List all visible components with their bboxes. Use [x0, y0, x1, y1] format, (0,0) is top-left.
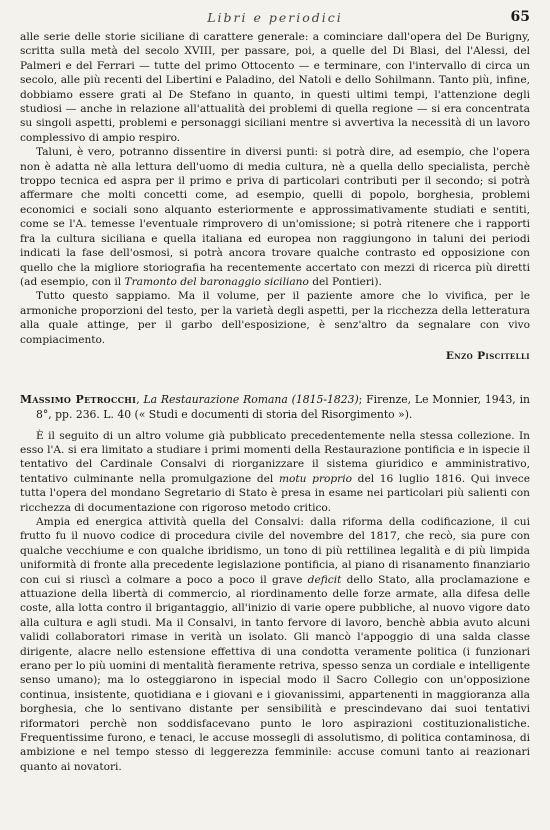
text-run: Ampia ed energica attività quella del Consalvi: dalla riforma della codificazione, il cui frutto fu il nuovo codice di procedura civile del novembre del 1817, che recò, sia pure con qualche vecchiume e con qualche ibridismo, un tono di più rettilinea legalità e di più limpida uniformità di fronte alla precedente legislazione pontificia, al piano di risanamento finanziario con cui si riuscì a colmare a poco a poco il grave — [20, 515, 530, 586]
book-author: Massimo Petrocchi — [20, 393, 137, 407]
reviewer-signature: Enzo Piscitelli — [445, 349, 530, 362]
paragraph — [20, 515, 530, 774]
paragraph — [20, 145, 530, 289]
italic-term: deficit — [307, 573, 342, 586]
review-piscitelli — [20, 30, 530, 363]
paragraph — [20, 429, 530, 515]
page-header — [20, 6, 530, 30]
publication-info: ; Firenze, Le Monnier, 1943, in 8°, pp. 236. L. 40 (« Studi e documenti di storia del Risorgimento »). — [36, 393, 530, 421]
paragraph: alle serie delle storie siciliane di carattere generale: a cominciare dall'opera del De Burigny, scritta sulla metà del secolo XVIII, per passare, poi, a quelle del Di Blasi, del l'Alessi, del Palmeri e del Ferrari — tutte del primo Ottocento — e terminare, con l'intervallo di circa un secolo, alle più recenti del Libertini e Paladino, del Natoli e dello Sohilmann. Tanto più, infine, dobbiamo essere grati al De Stefano in quanto, in questi ultimi tempi, l'attenzione degli studiosi — anche in relazione all'attualità dei problemi di quella regione — si era concentrata su singoli aspetti, problemi e personaggi siciliani mentre si avvertiva la necessità di un lavoro complessivo di ampio respiro. — [20, 31, 530, 144]
cited-title: Tramonto del baronaggio siciliano — [124, 275, 309, 288]
page-number: 65 — [510, 9, 530, 25]
text-run: È il seguito di un altro volume già pubblicato precedentemente nella stessa collezione. In esso l'A. si era limitato a studiare i primi momenti della Restaurazione pontificia e in ispecie il tentativo del Cardinale Consalvi di riorganizzare il sistema giuridico e amministrativo, tentativo culminante nella promulgazione del — [20, 429, 530, 485]
section-separator — [20, 363, 530, 377]
review-heading: Massimo Petrocchi, La Restaurazione Romana (1815-1823); Firenze, Le Monnier, 1943, in 8°, pp. 236. L. 40 (« Studi e documenti di storia del Risorgimento »). — [20, 393, 530, 421]
paragraph: Tutto questo sappiamo. Ma il volume, per il paziente amore che lo vivifica, per le armoniche proporzioni del testo, per la varietà degli aspetti, per la ricchezza della letteratura alla quale attinge, per il garbo dell'esposizione, è senz'altro da segnalare con vivo compiacimento. — [20, 290, 530, 346]
text-run: Taluni, è vero, potranno dissentire in diversi punti: si potrà dire, ad esempio, che l'opera non è adatta nè alla lettura dell'uomo di media cultura, nè a quella dello specialista, perchè troppo tecnica ed aspra per il primo e priva di particolari contributi per il secondo; si potrà affermare che molti concetti come, ad esempio, quelli di popolo, borghesia, problemi economici e sociali sono alquanto esteriormente e approssimativamente studiati e sentiti, come se l'A. temesse l'eventuale rimprovero di un'omissione; si potrà ritenere che i rapporti fra la cultura siciliana e quella italiana ed europea non raggiungono in taluni dei periodi indicati la fase dell'osmosi, si potrà ancora trovare qualche contrasto ed opposizione con quello che la migliore storiografia ha recentemente accertato con mezzi di ricerca più diretti (ad esempio, con il — [20, 146, 530, 288]
book-title: La Restaurazione Romana — [143, 393, 288, 407]
running-head: Libri e periodici — [207, 10, 343, 25]
book-years: (1815-1823) — [291, 393, 359, 407]
text-run: del Pontieri). — [308, 275, 382, 288]
text-run: del 16 luglio 1816. Qui invece tutta l'opera del mondano Segretario di Stato è presa in esame nei particolari più salienti con ricchezza di documentazione con rigoroso metodo critico. — [20, 472, 530, 514]
text-run: dello Stato, alla proclamazione e attuazione della libertà di commercio, al riordinamento delle forze armate, alla difesa delle coste, alla lotta contro il brigantaggio, all'inizio di varie opere pubbliche, al nuovo vigore dato alla cultura e agli studi. Ma il Consalvi, in tanto fervore di lavoro, benchè abbia avuto alcuni validi collaboratori rimase in verità un isolato. Gli mancò l'appoggio di una salda classe dirigente, alacre nello estensione effettiva di una condotta veramente politica (i funzionari erano per lo più uomini di mentalità fieramente retriva, spesso senza un cordiale e intelligente senso umano); ma lo osteggiarono in ispecial modo il Sacro Collegio con un'opposizione continua, insistente, quotidiana e i giovani e i giovanissimi, appartenenti in maggioranza alla borghesia, che lo sentivano distante per sensibilità e prescindevano dai suoi tentativi riformatori perchè non soddisfacevano punto le loro aspirazioni costituzionalistiche. Frequentissime furono, e tenaci, le accuse mossegli di assolutismo, di politica contaminosa, di ambizione e nel tempo stesso di leggerezza femminile: accuse comuni tanto ai reazionari quanto ai novatori. — [20, 573, 530, 773]
italic-term: motu proprio — [278, 472, 352, 485]
review-petrocchi — [20, 429, 530, 775]
